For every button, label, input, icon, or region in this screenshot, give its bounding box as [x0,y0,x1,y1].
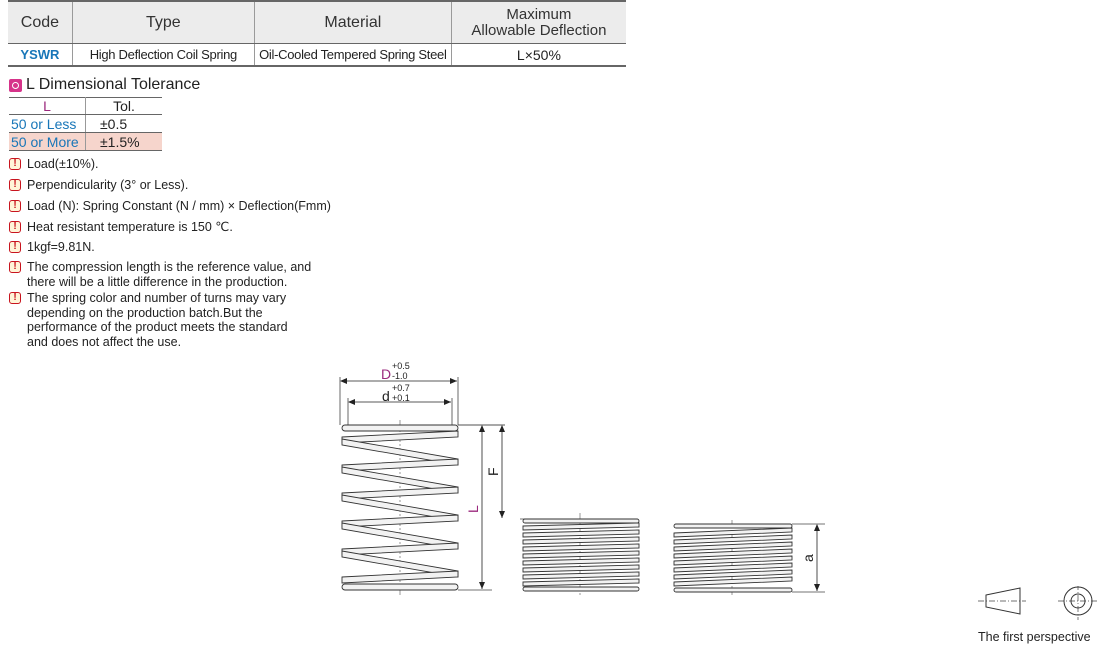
header-material: Material [254,1,451,44]
tolerance-header-row [9,98,162,115]
list-item [9,291,288,349]
dim-L-label: L [465,505,481,513]
dim-a-label: a [800,554,816,562]
dim-d-label: d [382,388,390,404]
warning-icon: ! [9,158,21,170]
tolerance-header-tol: Tol. [86,98,163,115]
list-item [9,220,233,235]
list-item [9,240,95,255]
dim-D-label: D [381,366,392,382]
warning-icon: ! [9,179,21,191]
tolerance-tol-cell: ±0.5 [86,115,163,133]
section-bullet-icon [9,79,22,92]
dimension-L [458,425,505,590]
cell-material: Oil-Cooled Tempered Spring Steel [254,44,451,67]
tolerance-l-cell: 50 or More [9,133,86,151]
dim-d-upper: +0.7 [392,383,410,393]
list-item [9,178,188,193]
dim-d-lower: +0.1 [392,393,410,403]
warning-icon: ! [9,292,21,304]
warning-icon: ! [9,200,21,212]
warning-icon: ! [9,241,21,253]
tolerance-table [9,97,162,151]
spring-solid [674,520,792,595]
dimension-F [458,425,565,519]
warning-icon: ! [9,261,21,273]
dimension-a [792,524,825,592]
table-row [9,115,162,133]
perspective-label: The first perspective [978,630,1091,644]
note-text: The compression length is the reference value, and there will be a little difference in the production. [27,260,312,289]
spec-data-row [8,44,626,67]
cell-deflection: L×50% [451,44,626,67]
spring-compressed [523,513,639,595]
tolerance-section-title [9,76,200,94]
tolerance-title-text: L Dimensional Tolerance [26,76,201,93]
spring-free [342,420,458,595]
header-deflection [451,1,626,44]
table-row [9,133,162,151]
first-angle-projection-icon [976,586,1101,626]
spec-header-row [8,1,626,44]
cell-type: High Deflection Coil Spring [72,44,254,67]
note-text: Load (N): Spring Constant (N / mm) × Deflection(Fmm) [27,199,331,213]
header-type: Type [72,1,254,44]
warning-icon: ! [9,221,21,233]
header-deflection-line2: Allowable Deflection [471,21,607,39]
note-text: The spring color and number of turns may vary depending on the production batch.But the performance of the product meets the standard and does not affect the use. [27,291,288,349]
note-text: Heat resistant temperature is 150 ℃. [27,220,233,234]
header-code: Code [8,1,72,44]
note-text: 1kgf=9.81N. [27,240,95,254]
dim-D-upper: +0.5 [392,361,410,371]
header-deflection-line1: Maximum [506,5,572,23]
spec-table [8,0,626,67]
dim-F-label: F [485,467,501,476]
spring-drawing [330,355,830,600]
list-item [9,157,98,172]
note-text: Load(±10%). [27,157,99,171]
dim-D-lower: -1.0 [392,371,408,381]
note-text: Perpendicularity (3° or Less). [27,178,189,192]
list-item [9,199,331,214]
list-item [9,260,311,289]
tolerance-header-l: L [9,98,86,115]
dimension-d [348,383,452,425]
cell-code: YSWR [8,44,72,67]
tolerance-tol-cell: ±1.5% [86,133,163,151]
tolerance-l-cell: 50 or Less [9,115,86,133]
